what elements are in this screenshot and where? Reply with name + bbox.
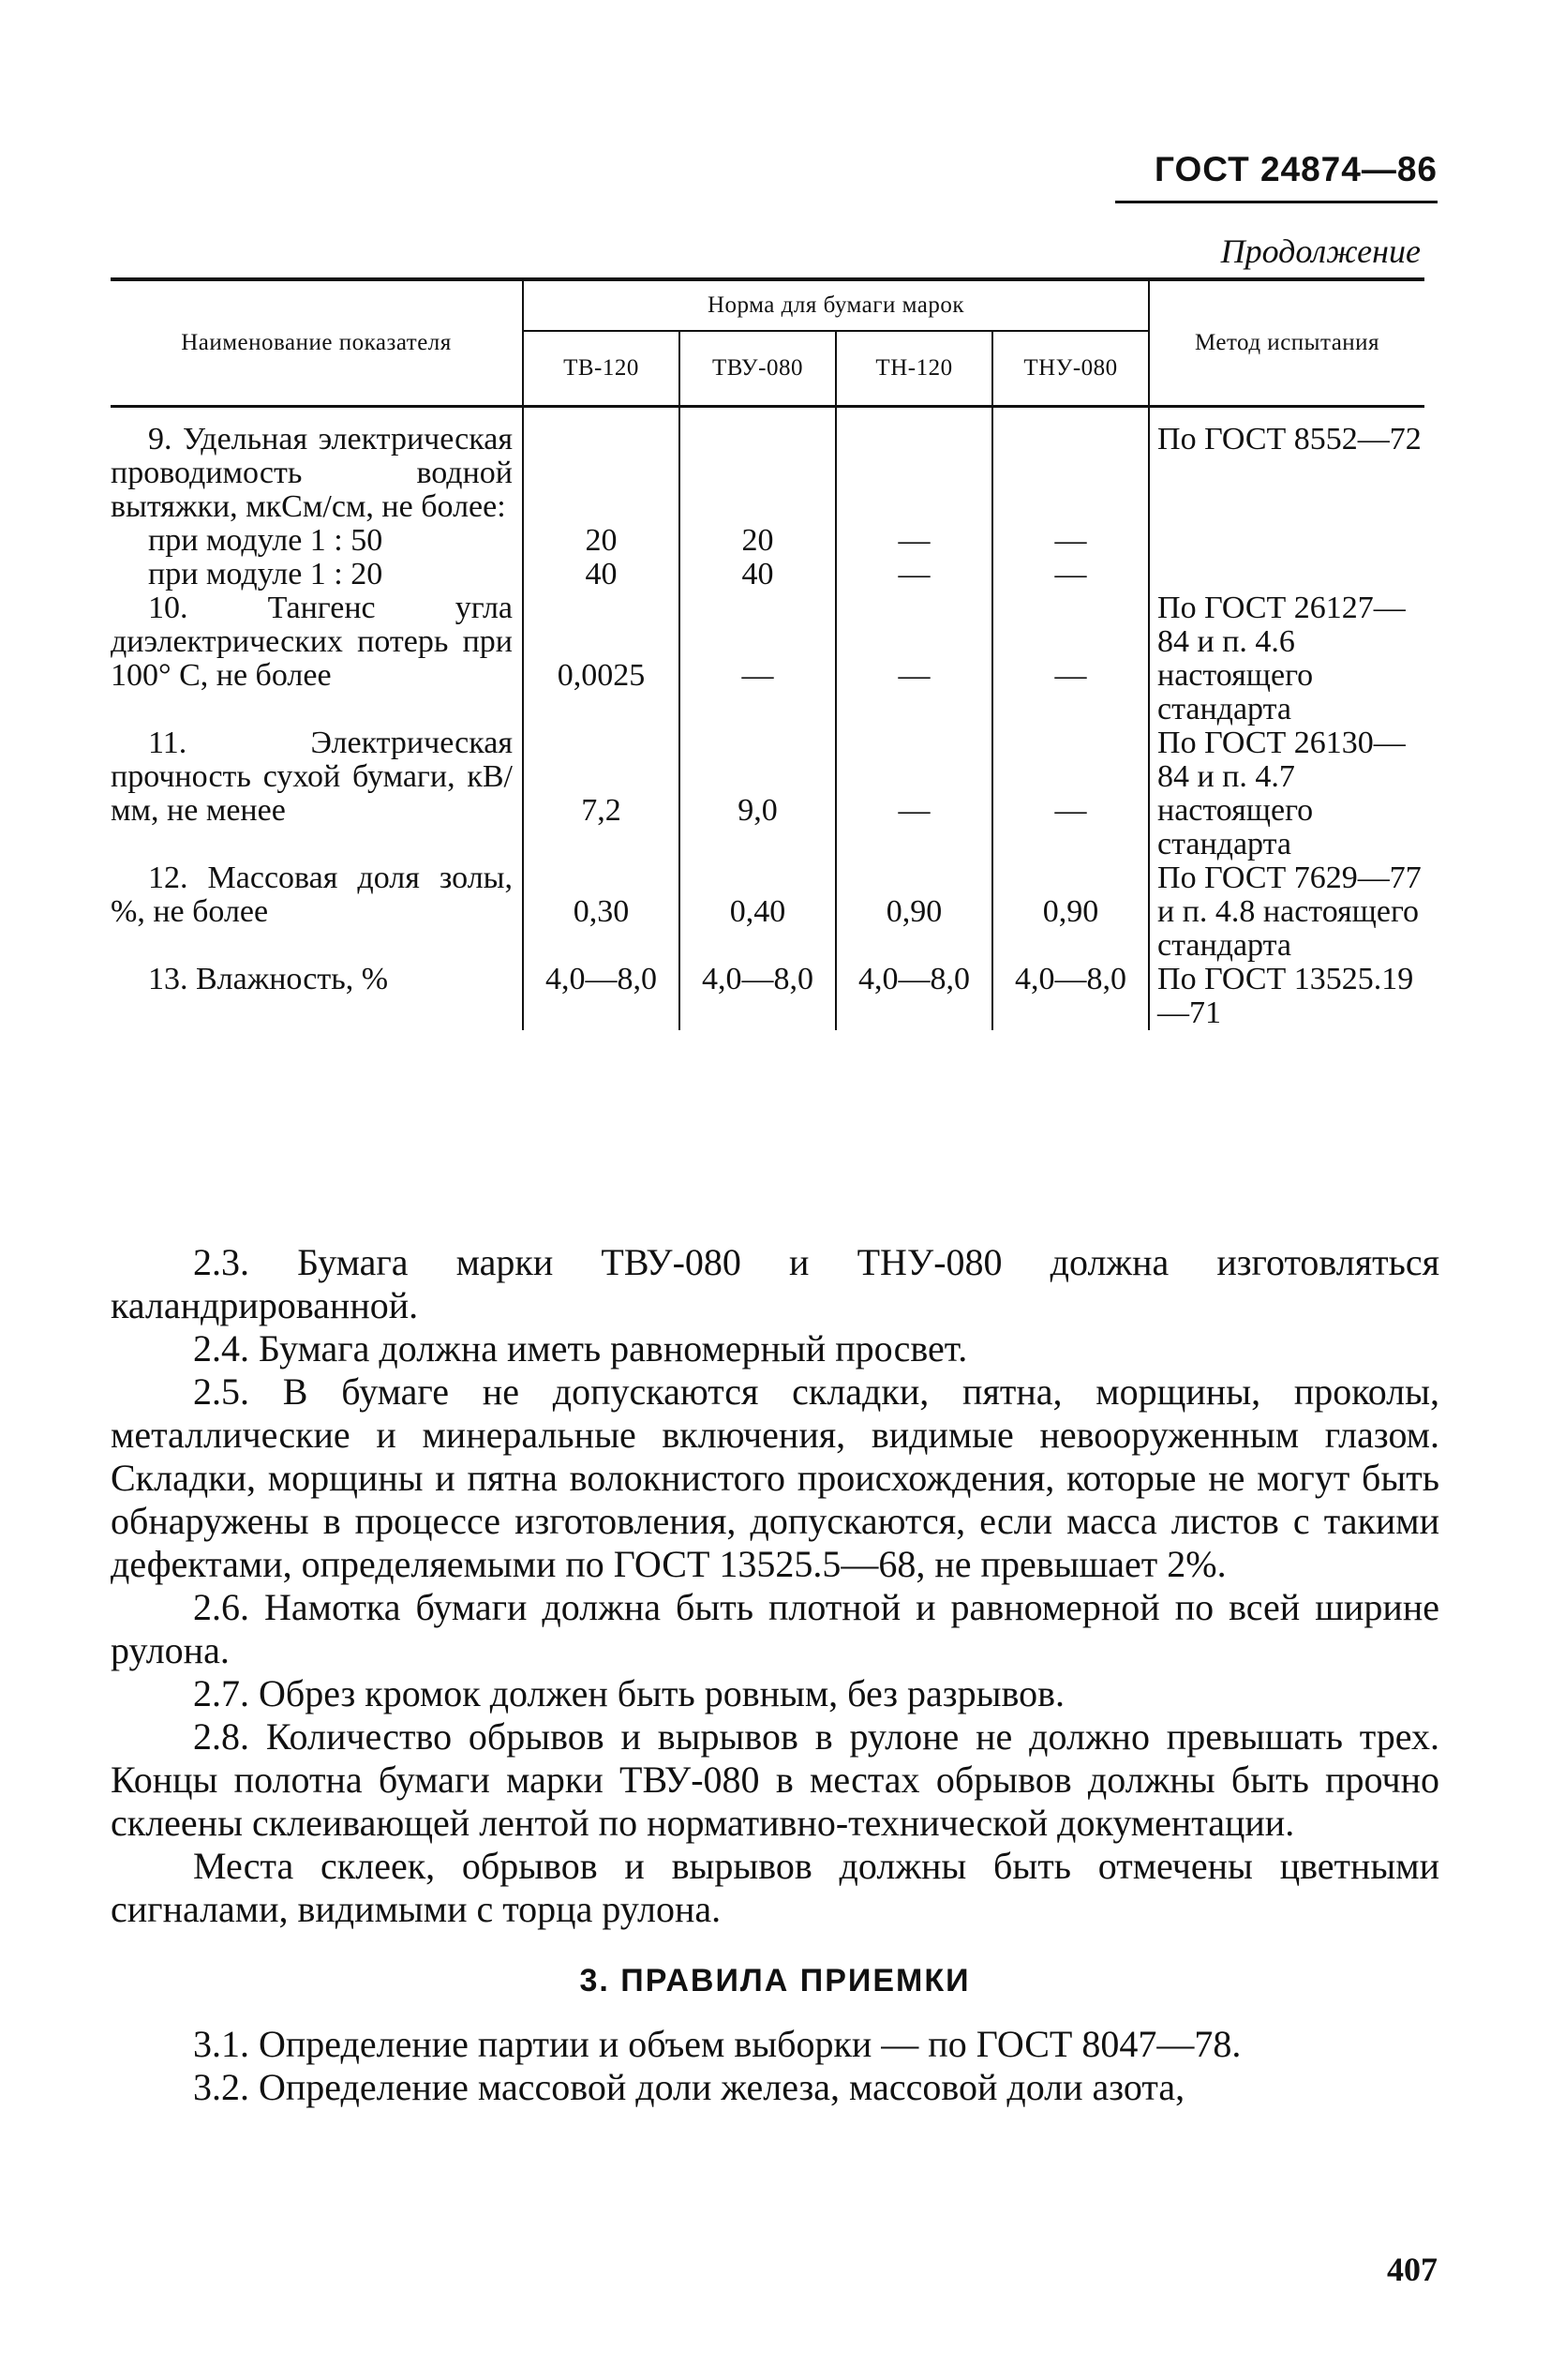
method-cell: По ГОСТ 8552—72: [1157, 422, 1422, 457]
value-cell: —: [992, 591, 1149, 726]
value-cell: 4,0—8,0: [679, 963, 836, 1030]
value-cell: —: [679, 591, 836, 726]
value-cell: [992, 423, 1149, 524]
value-cell: 0,0025: [523, 591, 679, 726]
specification-table: [111, 277, 1424, 1030]
row-indicator: 10. Тангенс угла диэлектрических потерь при 100° С, не более: [111, 591, 513, 693]
value-cell: —: [992, 726, 1149, 861]
method-cell: По ГОСТ 26127—84 и п. 4.6 настоящего стандарта: [1157, 591, 1406, 726]
row-indicator: при модуле 1 : 50: [148, 523, 383, 558]
method-cell: [1149, 558, 1424, 591]
row-indicator: при модуле 1 : 20: [148, 557, 383, 591]
row-indicator: 13. Влажность, %: [148, 962, 389, 996]
value-cell: 40: [679, 558, 836, 591]
row-indicator: 11. Электрическая прочность сухой бумаги, кВ/мм, не менее: [111, 726, 513, 828]
paragraph: 3.1. Определение партии и объем выборки — по ГОСТ 8047—78.: [193, 2023, 1242, 2065]
header-test-method: Метод испытания: [1149, 279, 1424, 407]
paragraph: 2.3. Бумага марки ТВУ-080 и ТНУ-080 должна изготовляться каландрированной.: [111, 1241, 1439, 1326]
table-row: [111, 423, 1424, 524]
header-mark-tvu080: ТВУ-080: [679, 331, 836, 407]
document-header: ГОСТ 24874—86: [1115, 150, 1438, 203]
paragraph: 2.5. В бумаге не допускаются складки, пятна, морщины, проколы, металлические и минеральные включения, видимые невооруженным глазом. Складки, морщины и пятна волокнистого происхождения, которые не могут быть обнаружены в процессе изготовления, допускаются, если масса листов с такими дефектами, определяемыми по ГОСТ 13525.5—68, не превышает 2%.: [111, 1370, 1439, 1585]
header-indicator-name: Наименование показателя: [111, 279, 523, 407]
paragraph: Места склеек, обрывов и вырывов должны быть отмечены цветными сигналами, видимыми с торца рулона.: [111, 1845, 1439, 1930]
row-indicator: 9. Удельная электрическая проводимость водной вытяжки, мкСм/см, не более:: [111, 422, 513, 524]
paragraph: 2.7. Обрез кромок должен быть ровным, без разрывов.: [193, 1672, 1065, 1714]
value-cell: 4,0—8,0: [836, 963, 992, 1030]
value-cell: [679, 423, 836, 524]
value-cell: [836, 423, 992, 524]
value-cell: 20: [523, 524, 679, 558]
value-cell: 4,0—8,0: [992, 963, 1149, 1030]
header-norm: Норма для бумаги марок: [523, 279, 1149, 331]
value-cell: —: [836, 524, 992, 558]
table-row: [111, 524, 1424, 558]
paragraph: 2.6. Намотка бумаги должна быть плотной и равномерной по всей ширине рулона.: [111, 1586, 1439, 1671]
method-cell: По ГОСТ 7629—77 и п. 4.8 настоящего стандарта: [1157, 861, 1422, 963]
document-body: [111, 1241, 1439, 2109]
header-mark-tnu080: ТНУ-080: [992, 331, 1149, 407]
paragraph: 2.4. Бумага должна иметь равномерный просвет.: [193, 1327, 968, 1370]
paragraph: 3.2. Определение массовой доли железа, массовой доли азота,: [193, 2066, 1185, 2108]
value-cell: 7,2: [523, 726, 679, 861]
value-cell: —: [836, 726, 992, 861]
value-cell: 0,40: [679, 861, 836, 963]
method-cell: [1149, 524, 1424, 558]
table-row: [111, 591, 1424, 726]
value-cell: 4,0—8,0: [523, 963, 679, 1030]
value-cell: 40: [523, 558, 679, 591]
method-cell: По ГОСТ 26130—84 и п. 4.7 настоящего стандарта: [1157, 726, 1406, 861]
table-row: [111, 963, 1424, 1030]
row-indicator: 12. Массовая доля золы, %, не более: [111, 861, 513, 929]
header-mark-tn120: ТН-120: [836, 331, 992, 407]
value-cell: [523, 423, 679, 524]
method-cell: По ГОСТ 13525.19—71: [1149, 963, 1424, 1030]
header-mark-tv120: ТВ-120: [523, 331, 679, 407]
value-cell: 0,90: [992, 861, 1149, 963]
paragraph: 2.8. Количество обрывов и вырывов в рулоне не должно превышать трех. Концы полотна бумаги марки ТВУ-080 в местах обрывов должны быть прочно склеены склеивающей лентой по нормативно-технической документации.: [111, 1715, 1439, 1844]
value-cell: 0,30: [523, 861, 679, 963]
table-continuation-label: Продолжение: [1220, 232, 1421, 270]
value-cell: 9,0: [679, 726, 836, 861]
table-row: [111, 558, 1424, 591]
value-cell: —: [992, 524, 1149, 558]
section-title: 3. ПРАВИЛА ПРИЕМКИ: [579, 1963, 971, 1998]
table-row: [111, 726, 1424, 861]
value-cell: —: [836, 558, 992, 591]
page-number: 407: [1387, 2251, 1438, 2288]
value-cell: 0,90: [836, 861, 992, 963]
value-cell: 20: [679, 524, 836, 558]
value-cell: —: [836, 591, 992, 726]
value-cell: —: [992, 558, 1149, 591]
table-row: [111, 861, 1424, 963]
